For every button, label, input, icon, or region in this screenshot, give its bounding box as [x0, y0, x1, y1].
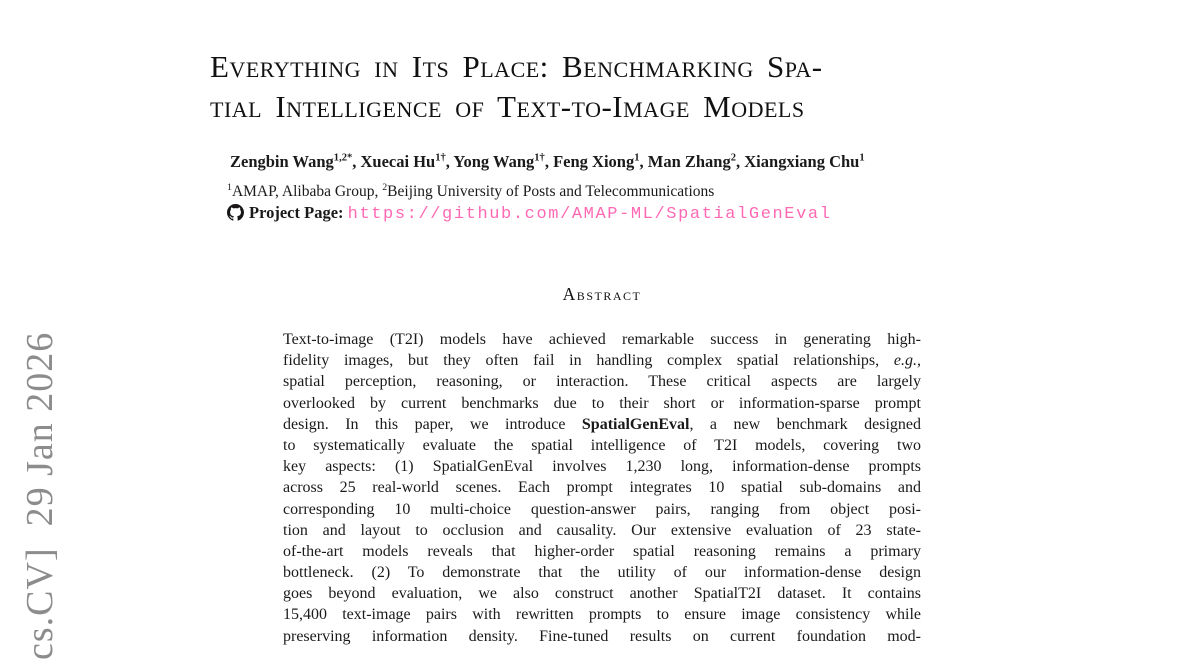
abstract-line: bottleneck. (2) To demonstrate that the utility of our information-dense design — [283, 564, 921, 582]
abstract-line: overlooked by current benchmarks due to their short or information-sparse prompt — [283, 394, 921, 412]
author: Zengbin Wang$^{1,2*}$, — [230, 152, 361, 171]
abstract-line: Text-to-image (T2I) models have achieved remarkable success in generating high- — [283, 331, 921, 348]
project-page-line — [227, 203, 832, 226]
paper-title — [210, 47, 1030, 127]
author: Man Zhang$^2$, — [647, 152, 745, 171]
abstract-line: corresponding 10 multi-choice question-answer pairs, ranging from object posi- — [283, 500, 921, 518]
abstract-line: spatial perception, reasoning, or interaction. These critical aspects are largely — [283, 373, 921, 391]
abstract-line: to systematically evaluate the spatial intelligence of T2I models, covering two — [283, 436, 921, 454]
author: Feng Xiong$^1$, — [553, 152, 648, 171]
github-icon — [227, 204, 244, 226]
abstract-line: goes beyond evaluation, we also construct another SpatialT2I dataset. It contains — [283, 585, 921, 603]
paper-title-line2: tial Intelligence of Text-to-Image Models — [210, 89, 805, 124]
paper-title-line1: Everything in Its Place: Benchmarking Spa- — [210, 49, 823, 84]
author: Xiangxiang Chu$^1$ — [744, 152, 865, 171]
project-page-link[interactable]: https://github.com/AMAP-ML/SpatialGenEval — [347, 205, 832, 224]
abstract-line: 15,400 text-image pairs with rewritten prompts to ensure image consistency while — [283, 606, 921, 624]
abstract-line: fidelity images, but they often fail in handling complex spatial relationships, e.g., — [283, 352, 921, 370]
abstract-line: of-the-art models reveals that higher-order spatial reasoning remains a primary — [283, 542, 921, 560]
abstract-heading: Abstract — [562, 284, 642, 304]
project-page-label: Project Page: — [249, 203, 348, 222]
abstract-body — [283, 329, 921, 647]
author: Yong Wang$^{1\dagger}$, — [453, 152, 554, 171]
arxiv-watermark: cs.CV] 29 Jan 2026 — [19, 331, 61, 660]
author-line — [230, 152, 865, 172]
affiliation-line: $^1$AMAP, Alibaba Group, $^2$Beijing University of Posts and Telecommunications — [227, 182, 715, 201]
abstract-line: tion and layout to occlusion and causality. Our extensive evaluation of 23 state- — [283, 521, 921, 539]
abstract-line: design. In this paper, we introduce SpatialGenEval, a new benchmark designed — [283, 415, 921, 433]
abstract-line: across 25 real-world scenes. Each prompt integrates 10 spatial sub-domains and — [283, 479, 921, 497]
abstract-line: preserving information density. Fine-tuned results on current foundation mod- — [283, 627, 921, 645]
abstract-line: key aspects: (1) SpatialGenEval involves 1,230 long, information-dense prompts — [283, 458, 921, 476]
author: Xuecai $Hu^{1\dagger}$, — [360, 152, 454, 171]
